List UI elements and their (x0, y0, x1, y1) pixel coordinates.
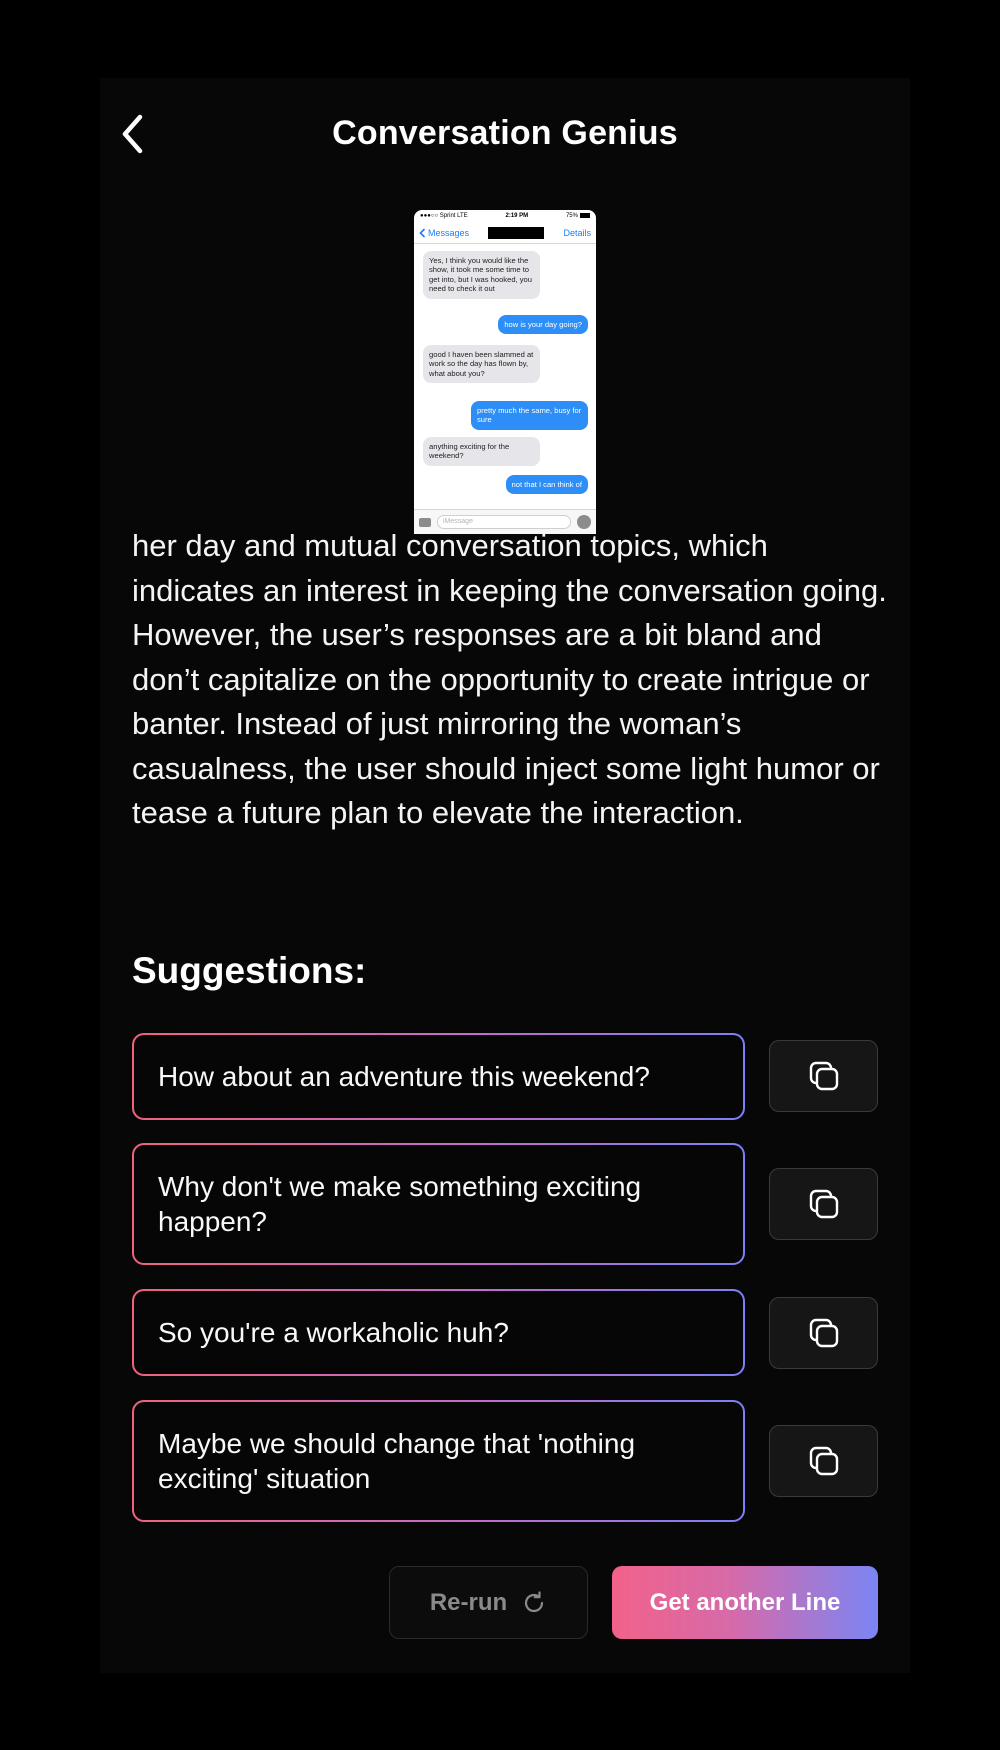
rerun-button[interactable] (389, 1566, 588, 1639)
suggestion-card[interactable] (132, 1400, 745, 1522)
copy-icon (808, 1445, 840, 1477)
suggestion-text: Why don't we make something exciting happen? (134, 1145, 743, 1263)
chevron-left-icon (419, 228, 426, 238)
battery-indicator: 75% (566, 213, 590, 219)
analysis-text: her day and mutual conversation topics, which indicates an interest in keeping the conversation going. However, the user’s responses are a bit bland and don’t capitalize on the opportunity to create intrigue or banter. Instead of just mirroring the woman’s casualness, the user should inject some light humor or tease a future plan to elevate the interaction. (132, 528, 887, 830)
chat-screenshot (414, 210, 596, 534)
message-bubble-incoming: Yes, I think you would like the show, it took me some time to get into, but I was hooked, you need to check it out (423, 251, 540, 299)
get-another-line-button[interactable] (612, 1566, 878, 1639)
page-title: Conversation Genius (332, 114, 678, 152)
rerun-label: Re-run (429, 1588, 508, 1616)
carrier-label: ●●●○○ Sprint LTE (420, 213, 468, 219)
battery-icon (580, 213, 590, 218)
message-thread (414, 244, 596, 507)
phone-status-bar (414, 210, 596, 222)
copy-button[interactable] (769, 1425, 878, 1497)
copy-button[interactable] (769, 1297, 878, 1369)
refresh-icon (521, 1590, 547, 1616)
suggestions-heading: Suggestions: (132, 950, 367, 991)
message-bubble-outgoing: how is your day going? (498, 315, 588, 334)
analysis-scroll-area[interactable] (132, 528, 892, 906)
header (100, 100, 910, 170)
message-bubble-incoming: good I haven been slammed at work so the day has flown by, what about you? (423, 345, 540, 383)
suggestion-card[interactable] (132, 1143, 745, 1265)
cta-label: Get another Line (649, 1588, 841, 1616)
message-bubble-incoming: anything exciting for the weekend? (423, 437, 540, 466)
message-bubble-outgoing: not that I can think of (506, 475, 589, 494)
suggestion-card[interactable] (132, 1033, 745, 1120)
suggestion-text: Maybe we should change that 'nothing exciting' situation (134, 1402, 743, 1520)
copy-icon (808, 1188, 840, 1220)
time-label: 2:19 PM (505, 213, 529, 219)
copy-icon (808, 1060, 840, 1092)
copy-icon (808, 1317, 840, 1349)
suggestion-card[interactable] (132, 1289, 745, 1376)
redacted-contact-name (488, 227, 544, 239)
messages-back-link: Messages (419, 228, 469, 238)
message-bubble-outgoing: pretty much the same, busy for sure (471, 401, 588, 430)
suggestion-text: How about an adventure this weekend? (134, 1035, 743, 1118)
suggestion-text: So you're a workaholic huh? (134, 1291, 743, 1374)
details-link: Details (563, 227, 591, 238)
copy-button[interactable] (769, 1040, 878, 1112)
copy-button[interactable] (769, 1168, 878, 1240)
phone-nav-bar (414, 222, 596, 244)
imessage-field: iMessage (437, 515, 571, 529)
